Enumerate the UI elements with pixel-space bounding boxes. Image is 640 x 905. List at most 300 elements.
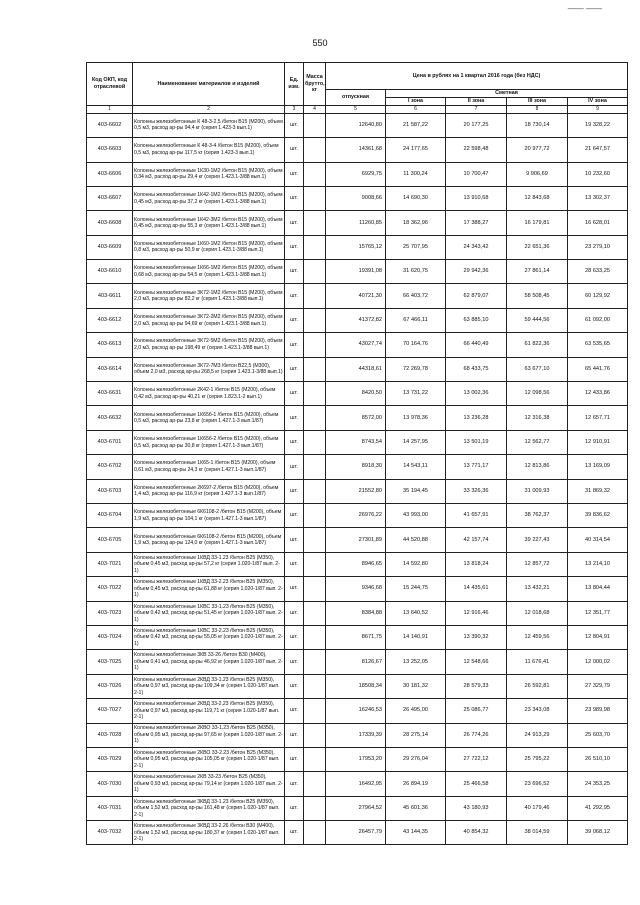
row-zone-4-price: 19 328,22 [568, 113, 628, 137]
col-number: 5 [326, 105, 386, 113]
row-zone-4-price: 13 169,09 [568, 455, 628, 479]
row-zone-4-price: 28 633,25 [568, 260, 628, 284]
row-mass [304, 552, 326, 576]
col-number: 3 [285, 105, 304, 113]
row-zone-3-price: 9 906,69 [507, 162, 568, 186]
row-unit: шт. [285, 772, 304, 796]
row-unit: шт. [285, 650, 304, 674]
row-release-price: 15765,12 [326, 235, 386, 259]
row-unit: шт. [285, 674, 304, 698]
row-mass [304, 699, 326, 723]
row-mass [304, 284, 326, 308]
row-release-price: 8126,67 [326, 650, 386, 674]
row-mass [304, 504, 326, 528]
row-zone-1-price: 70 164,76 [386, 333, 446, 357]
row-release-price: 11260,85 [326, 211, 386, 235]
row-unit: шт. [285, 406, 304, 430]
row-zone-4-price: 39 836,62 [568, 504, 628, 528]
row-mass [304, 406, 326, 430]
row-code: 403-6609 [87, 235, 133, 259]
row-release-price: 17953,20 [326, 747, 386, 771]
row-code: 403-6612 [87, 308, 133, 332]
row-name: Колонны железобетонные 1К30-1М2 /бетон В15 (М200), объем 0,34 м3, расход ар-ры 29,4 кг (серия 1.423.1-3/88 вып.1) [133, 162, 285, 186]
row-release-price: 8743,54 [326, 430, 386, 454]
row-zone-2-price: 43 180,93 [446, 796, 507, 820]
row-mass [304, 577, 326, 601]
row-zone-3-price: 58 508,45 [507, 284, 568, 308]
row-name: Колонны железобетонные 1К60-1М2 /бетон В15 (М200), объем 0,8 м3, расход ар-ры 50,9 кг (серия 1.423.1-3/88 вып.1) [133, 235, 285, 259]
row-zone-3-price: 25 795,22 [507, 747, 568, 771]
row-code: 403-7028 [87, 723, 133, 747]
row-name: Колонны железобетонные К 48-3-2,5 /бетон В15 (М200), объем 0,5 м3, расход ар-ры 94,4 кг (серия 1.423-3 вып.1) [133, 113, 285, 137]
row-code: 403-7030 [87, 772, 133, 796]
row-name: Колонны железобетонные 2КВ 33-23 /бетон В25 (М350), объем 0,93 м3, расход ар-ры 79,14 кг (серия 1.020-1/87 вып. 2-1) [133, 772, 285, 796]
row-name: Колонны железобетонные 1КВД 33-1.23 /бетон В25 (М350), объем 0,45 м3, расход ар-ры 57,2 кг (серия 1.020-1/87 вып. 2-1) [133, 552, 285, 576]
row-mass [304, 186, 326, 210]
row-mass [304, 455, 326, 479]
row-zone-1-price: 14 592,80 [386, 552, 446, 576]
row-mass [304, 650, 326, 674]
row-mass [304, 333, 326, 357]
row-zone-2-price: 20 177,25 [446, 113, 507, 137]
col-number: 7 [446, 105, 507, 113]
page-number: 550 [312, 38, 328, 48]
row-name: Колонны железобетонные 1КВД 33-2.23 /бетон В25 (М350), объем 0,45 м3, расход ар-ры 61,88 кг (серия 1.020-1/87 вып. 2-1) [133, 577, 285, 601]
col-number: 1 [87, 105, 133, 113]
row-unit: шт. [285, 821, 304, 845]
row-unit: шт. [285, 357, 304, 381]
table-row [87, 138, 628, 162]
row-release-price: 16246,53 [326, 699, 386, 723]
row-mass [304, 382, 326, 406]
row-zone-3-price: 12 857,72 [507, 552, 568, 576]
row-mass [304, 674, 326, 698]
row-zone-2-price: 24 343,42 [446, 235, 507, 259]
row-zone-1-price: 24 177,65 [386, 138, 446, 162]
row-zone-4-price: 13 214,10 [568, 552, 628, 576]
row-zone-1-price: 13 252,05 [386, 650, 446, 674]
table-row [87, 772, 628, 796]
row-release-price: 19391,08 [326, 260, 386, 284]
row-zone-3-price: 63 677,10 [507, 357, 568, 381]
col-header-price-group: Цена в рублях на 1 квартал 2016 года (без НДС) [326, 63, 628, 90]
row-zone-3-price: 12 018,68 [507, 601, 568, 625]
row-mass [304, 357, 326, 381]
row-name: Колонны железобетонные 3К72-1М2 /бетон В15 (М200), объем 2,0 м3, расход ар-ры 82,2 кг (серия 1.423.1-3/88 вып.1) [133, 284, 285, 308]
row-mass [304, 772, 326, 796]
row-code: 403-7027 [87, 699, 133, 723]
row-zone-4-price: 12 351,77 [568, 601, 628, 625]
row-code: 403-7029 [87, 747, 133, 771]
row-zone-4-price: 24 353,25 [568, 772, 628, 796]
row-zone-4-price: 60 129,92 [568, 284, 628, 308]
row-zone-3-price: 59 444,56 [507, 308, 568, 332]
row-zone-2-price: 25 086,77 [446, 699, 507, 723]
col-number: 6 [386, 105, 446, 113]
row-release-price: 9008,66 [326, 186, 386, 210]
row-name: Колонны железобетонные 1К65б-2 /бетон В15 (М200), объем 0,5 м3, расход ар-ры 30,8 кг (серия 1.427.1-3 вып.1/87) [133, 430, 285, 454]
table-row [87, 430, 628, 454]
row-zone-1-price: 44 520,88 [386, 528, 446, 552]
row-release-price: 18508,34 [326, 674, 386, 698]
row-release-price: 12640,80 [326, 113, 386, 137]
row-release-price: 26457,79 [326, 821, 386, 845]
row-mass [304, 479, 326, 503]
row-name: Колонны железобетонные 3КВ 33-26 /бетон В30 (М400), объем 0,41 м3, расход ар-ры 46,92 кг (серия 1.020-1/87 вып. 2-1) [133, 650, 285, 674]
row-zone-1-price: 29 276,04 [386, 747, 446, 771]
row-zone-3-price: 38 014,59 [507, 821, 568, 845]
row-release-price: 8420,50 [326, 382, 386, 406]
row-release-price: 8572,00 [326, 406, 386, 430]
row-code: 403-6606 [87, 162, 133, 186]
table-row [87, 796, 628, 820]
row-zone-3-price: 13 432,21 [507, 577, 568, 601]
table-row [87, 284, 628, 308]
row-unit: шт. [285, 308, 304, 332]
table-row [87, 479, 628, 503]
row-unit: шт. [285, 601, 304, 625]
row-zone-2-price: 41 657,91 [446, 504, 507, 528]
row-zone-1-price: 26 894,19 [386, 772, 446, 796]
row-name: Колонны железобетонные 1К66-1М2 /бетон В15 (М200), объем 0,68 м3, расход ар-ры 54,5 кг (серия 1.423.1-3/88 вып.1) [133, 260, 285, 284]
row-name: Колонны железобетонные 6К6108-2 /бетон В15 (М200), объем 1,9 м3, расход ар-ры 104,1 кг (серия 1.427.1-3 вып.1/87) [133, 504, 285, 528]
row-zone-4-price: 12 910,91 [568, 430, 628, 454]
row-zone-4-price: 12 000,02 [568, 650, 628, 674]
row-code: 403-6613 [87, 333, 133, 357]
row-unit: шт. [285, 211, 304, 235]
row-zone-3-price: 12 562,77 [507, 430, 568, 454]
row-unit: шт. [285, 528, 304, 552]
row-zone-4-price: 12 433,86 [568, 382, 628, 406]
row-zone-3-price: 23 343,08 [507, 699, 568, 723]
row-zone-1-price: 11 300,24 [386, 162, 446, 186]
row-zone-4-price: 39 068,12 [568, 821, 628, 845]
table-row [87, 455, 628, 479]
row-zone-1-price: 14 140,91 [386, 625, 446, 649]
row-release-price: 8384,88 [326, 601, 386, 625]
table-row [87, 821, 628, 845]
row-mass [304, 821, 326, 845]
row-name: Колонны железобетонные 3КВД 33-2.26 /бетон В30 (М400), объем 1,52 м3, расход ар-ры 180,37 кг (серия 1.020-1/87 вып. 2-1) [133, 821, 285, 845]
table-row [87, 650, 628, 674]
row-zone-2-price: 22 598,48 [446, 138, 507, 162]
row-zone-4-price: 13 804,44 [568, 577, 628, 601]
row-release-price: 16492,95 [326, 772, 386, 796]
row-release-price: 21552,80 [326, 479, 386, 503]
row-zone-1-price: 21 587,22 [386, 113, 446, 137]
col-header-zone-1: I зона [386, 98, 446, 106]
row-zone-2-price: 40 854,32 [446, 821, 507, 845]
row-zone-4-price: 65 441,76 [568, 357, 628, 381]
col-number: 8 [507, 105, 568, 113]
col-number: 9 [568, 105, 628, 113]
row-zone-2-price: 62 879,07 [446, 284, 507, 308]
row-code: 403-7021 [87, 552, 133, 576]
row-zone-3-price: 12 316,38 [507, 406, 568, 430]
table-row [87, 382, 628, 406]
row-code: 403-7024 [87, 625, 133, 649]
row-zone-4-price: 31 869,32 [568, 479, 628, 503]
row-zone-2-price: 14 435,61 [446, 577, 507, 601]
row-unit: шт. [285, 186, 304, 210]
row-name: Колонны железобетонные К 48-3-4 /бетон В15 (М200), объем 0,5 м3, расход ар-ры 117,5 кг (серия 1.423-3 вып.1) [133, 138, 285, 162]
table-row [87, 357, 628, 381]
row-zone-2-price: 17 388,27 [446, 211, 507, 235]
row-zone-4-price: 63 535,65 [568, 333, 628, 357]
row-unit: шт. [285, 479, 304, 503]
row-zone-2-price: 66 440,49 [446, 333, 507, 357]
row-release-price: 8671,75 [326, 625, 386, 649]
col-header-zone-2: II зона [446, 98, 507, 106]
row-zone-4-price: 61 092,00 [568, 308, 628, 332]
row-zone-2-price: 68 433,75 [446, 357, 507, 381]
row-zone-1-price: 18 362,96 [386, 211, 446, 235]
row-unit: шт. [285, 699, 304, 723]
table-row [87, 625, 628, 649]
row-zone-4-price: 12 657,71 [568, 406, 628, 430]
row-zone-1-price: 72 269,78 [386, 357, 446, 381]
row-zone-1-price: 14 543,11 [386, 455, 446, 479]
col-header-name: Наименование материалов и изделий [133, 63, 285, 106]
row-zone-1-price: 14 257,95 [386, 430, 446, 454]
row-zone-1-price: 43 144,35 [386, 821, 446, 845]
row-code: 403-6631 [87, 382, 133, 406]
row-zone-2-price: 13 501,19 [446, 430, 507, 454]
row-name: Колонны железобетонные 2К697-2 /бетон В15 (М200), объем 1,4 м3, расход ар-ры 116,9 кг (серия 1.427.1-3 вып.1/87) [133, 479, 285, 503]
row-zone-1-price: 13 640,52 [386, 601, 446, 625]
row-mass [304, 430, 326, 454]
row-mass [304, 625, 326, 649]
row-code: 403-6611 [87, 284, 133, 308]
row-unit: шт. [285, 723, 304, 747]
col-header-zone-3: III зона [507, 98, 568, 106]
row-zone-3-price: 61 822,36 [507, 333, 568, 357]
table-row [87, 235, 628, 259]
row-release-price: 14361,68 [326, 138, 386, 162]
row-zone-1-price: 35 194,45 [386, 479, 446, 503]
table-row [87, 528, 628, 552]
row-name: Колонны железобетонные 1КВС 33-1.23 /бетон В25 (М350), объем 0,42 м3, расход ар-ры 51,45 кг (серия 1.020-1/87 вып. 2-1) [133, 601, 285, 625]
row-zone-3-price: 16 179,81 [507, 211, 568, 235]
row-zone-4-price: 23 279,10 [568, 235, 628, 259]
row-zone-2-price: 10 700,47 [446, 162, 507, 186]
row-name: Колонны железобетонные 3КВД 33-1.23 /бетон В25 (М350), объем 1,52 м3, расход ар-ры 161,48 кг (серия 1.020-1/87 вып. 2-1) [133, 796, 285, 820]
row-zone-2-price: 13 236,28 [446, 406, 507, 430]
row-zone-2-price: 12 548,66 [446, 650, 507, 674]
row-name: Колонны железобетонные 2К42-1 /бетон В15 (М200), объем 0,42 м3, расход ар-ры 40,21 кг (серия 1.823.1-2 вып.1) [133, 382, 285, 406]
table-row [87, 186, 628, 210]
row-zone-3-price: 26 592,81 [507, 674, 568, 698]
row-zone-2-price: 42 157,74 [446, 528, 507, 552]
row-name: Колонны железобетонные 2КВО 33-1.23 /бетон В25 (М350), объем 0,95 м3, расход ар-ры 97,65 кг (серия 1.020-1/87 вып. 2-1) [133, 723, 285, 747]
col-header-estimate: Сметная [386, 90, 628, 98]
row-code: 403-7025 [87, 650, 133, 674]
row-release-price: 44318,61 [326, 357, 386, 381]
row-mass [304, 113, 326, 137]
row-unit: шт. [285, 333, 304, 357]
row-name: Колонны железобетонные 1К65-1 /бетон В15 (М200), объем 0,61 м3, расход ар-ры 24,3 кг (серия 1.427.1-3 вып.1/87) [133, 455, 285, 479]
row-zone-1-price: 31 620,75 [386, 260, 446, 284]
table-row [87, 308, 628, 332]
row-zone-4-price: 25 603,70 [568, 723, 628, 747]
row-name: Колонны железобетонные 1К42-1М2 /бетон В15 (М200), объем 0,45 м3, расход ар-ры 37,2 кг (серия 1.423.1-3/88 вып.1) [133, 186, 285, 210]
row-mass [304, 162, 326, 186]
row-zone-4-price: 41 292,95 [568, 796, 628, 820]
row-zone-4-price: 23 989,98 [568, 699, 628, 723]
table-row [87, 723, 628, 747]
row-zone-4-price: 10 232,60 [568, 162, 628, 186]
row-zone-3-price: 12 098,56 [507, 382, 568, 406]
row-code: 403-7031 [87, 796, 133, 820]
row-name: Колонны железобетонные 2КВО 33-2.23 /бетон В25 (М350), объем 0,95 м3, расход ар-ры 105,05 кг (серия 1.020-1/87 вып. 2-1) [133, 747, 285, 771]
row-zone-4-price: 16 628,01 [568, 211, 628, 235]
row-name: Колонны железобетонные 1К42-3М2 /бетон В15 (М200), объем 0,45 м3, расход ар-ры 55,3 кг (серия 1.423.1-3/88 вып.1) [133, 211, 285, 235]
row-code: 403-6701 [87, 430, 133, 454]
row-unit: шт. [285, 284, 304, 308]
row-release-price: 27301,89 [326, 528, 386, 552]
row-unit: шт. [285, 504, 304, 528]
row-zone-3-price: 12 459,56 [507, 625, 568, 649]
row-code: 403-7023 [87, 601, 133, 625]
row-release-price: 8946,65 [326, 552, 386, 576]
col-number: 2 [133, 105, 285, 113]
table-row [87, 113, 628, 137]
table-row [87, 211, 628, 235]
col-header-code: Код ОКП, код отраслевой [87, 63, 133, 106]
row-code: 403-6610 [87, 260, 133, 284]
row-code: 403-7026 [87, 674, 133, 698]
row-mass [304, 138, 326, 162]
row-code: 403-6702 [87, 455, 133, 479]
row-zone-2-price: 13 910,68 [446, 186, 507, 210]
row-zone-3-price: 40 179,46 [507, 796, 568, 820]
col-number: 4 [304, 105, 326, 113]
row-release-price: 40721,30 [326, 284, 386, 308]
row-unit: шт. [285, 162, 304, 186]
row-name: Колонны железобетонные 2КВД 33-1.23 /бетон В25 (М350), объем 0,97 м3, расход ар-ры 109,34 кг (серия 1.020-1/87 вып. 2-1) [133, 674, 285, 698]
row-zone-3-price: 12 813,86 [507, 455, 568, 479]
row-name: Колонны железобетонные 3К72-2М2 /бетон В15 (М200), объем 2,0 м3, расход ар-ры 94,69 кг (серия 1.423.1-3/88 вып.1) [133, 308, 285, 332]
row-zone-4-price: 12 804,91 [568, 625, 628, 649]
row-zone-2-price: 12 916,46 [446, 601, 507, 625]
row-code: 403-6602 [87, 113, 133, 137]
row-zone-1-price: 14 690,30 [386, 186, 446, 210]
table-row [87, 577, 628, 601]
row-unit: шт. [285, 747, 304, 771]
row-unit: шт. [285, 138, 304, 162]
row-code: 403-6614 [87, 357, 133, 381]
row-zone-3-price: 39 227,43 [507, 528, 568, 552]
row-zone-4-price: 13 302,37 [568, 186, 628, 210]
row-zone-2-price: 13 771,17 [446, 455, 507, 479]
row-zone-1-price: 25 707,95 [386, 235, 446, 259]
row-zone-3-price: 24 913,29 [507, 723, 568, 747]
row-zone-4-price: 21 647,57 [568, 138, 628, 162]
row-name: Колонны железобетонные 2КВД 33-2.23 /бетон В25 (М350), объем 0,97 м3, расход ар-ры 119,71 кг (серия 1.020-1/87 вып. 2-1) [133, 699, 285, 723]
corner-mark: —— —— [567, 4, 602, 13]
row-mass [304, 260, 326, 284]
row-code: 403-6603 [87, 138, 133, 162]
row-unit: шт. [285, 455, 304, 479]
row-zone-2-price: 33 326,36 [446, 479, 507, 503]
row-unit: шт. [285, 260, 304, 284]
row-code: 403-6703 [87, 479, 133, 503]
row-zone-1-price: 30 181,32 [386, 674, 446, 698]
row-zone-1-price: 66 403,72 [386, 284, 446, 308]
row-unit: шт. [285, 235, 304, 259]
row-zone-1-price: 13 978,36 [386, 406, 446, 430]
row-unit: шт. [285, 796, 304, 820]
table-row [87, 260, 628, 284]
row-code: 403-6705 [87, 528, 133, 552]
row-zone-1-price: 43 993,00 [386, 504, 446, 528]
row-mass [304, 723, 326, 747]
col-header-zone-4: IV зона [568, 98, 628, 106]
row-code: 403-6607 [87, 186, 133, 210]
table-row [87, 333, 628, 357]
table-body [87, 113, 628, 845]
row-code: 403-6608 [87, 211, 133, 235]
col-header-mass: Масса брутто, кг [304, 63, 326, 106]
row-zone-1-price: 15 244,75 [386, 577, 446, 601]
row-zone-4-price: 26 510,10 [568, 747, 628, 771]
row-mass [304, 211, 326, 235]
table-row [87, 674, 628, 698]
table-row [87, 406, 628, 430]
row-code: 403-6632 [87, 406, 133, 430]
row-zone-1-price: 67 466,11 [386, 308, 446, 332]
row-name: Колонны железобетонные 1К65б-1 /бетон В15 (М200), объем 0,5 м3, расход ар-ры 23,8 кг (серия 1.427.1-3 вып.1/87) [133, 406, 285, 430]
row-mass [304, 796, 326, 820]
price-table [86, 62, 628, 845]
row-release-price: 43027,74 [326, 333, 386, 357]
row-unit: шт. [285, 625, 304, 649]
row-zone-3-price: 31 009,93 [507, 479, 568, 503]
row-mass [304, 528, 326, 552]
row-zone-2-price: 13 002,36 [446, 382, 507, 406]
row-zone-2-price: 13 390,32 [446, 625, 507, 649]
row-name: Колонны железобетонные 3К72-5М2 /бетон В15 (М200), объем 2,0 м3, расход ар-ры 198,49 кг (серия 1.423.1-3/88 вып.1) [133, 333, 285, 357]
row-name: Колонны железобетонные 3К72-7М3 /бетон В22,5 (М300), объем 2,0 м3, расход ар-ры 268,5 кг (серия 1.423.1-3/88 вып.1) [133, 357, 285, 381]
row-zone-3-price: 23 696,52 [507, 772, 568, 796]
row-release-price: 9346,68 [326, 577, 386, 601]
row-zone-1-price: 28 275,14 [386, 723, 446, 747]
row-code: 403-6704 [87, 504, 133, 528]
col-header-release: отпускная [326, 90, 386, 106]
table-row [87, 601, 628, 625]
col-header-unit: Ед. изм. [285, 63, 304, 106]
row-zone-1-price: 13 731,22 [386, 382, 446, 406]
row-unit: шт. [285, 382, 304, 406]
row-zone-1-price: 45 601,36 [386, 796, 446, 820]
row-code: 403-7032 [87, 821, 133, 845]
table-row [87, 699, 628, 723]
row-release-price: 8918,30 [326, 455, 386, 479]
row-zone-2-price: 29 942,36 [446, 260, 507, 284]
table-row [87, 747, 628, 771]
row-unit: шт. [285, 430, 304, 454]
row-zone-4-price: 27 329,79 [568, 674, 628, 698]
row-zone-3-price: 18 730,14 [507, 113, 568, 137]
table-row [87, 552, 628, 576]
row-zone-4-price: 40 314,54 [568, 528, 628, 552]
row-zone-3-price: 11 676,41 [507, 650, 568, 674]
row-zone-2-price: 63 885,10 [446, 308, 507, 332]
row-zone-3-price: 12 843,68 [507, 186, 568, 210]
row-mass [304, 747, 326, 771]
row-zone-2-price: 26 774,26 [446, 723, 507, 747]
row-name: Колонны железобетонные 1КВС 33-2.23 /бетон В25 (М350), объем 0,42 м3, расход ар-ры 55,05 кг (серия 1.020-1/87 вып. 2-1) [133, 625, 285, 649]
